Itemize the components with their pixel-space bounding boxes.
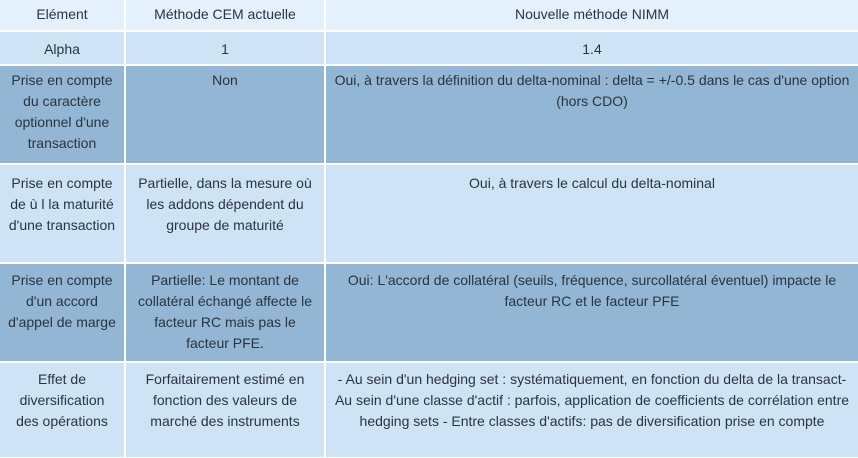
cem-value: 1	[125, 31, 325, 65]
nimm-value: Oui: L'accord de collatéral (seuils, fréquence, surcollatéral éventuel) impacte le facteur RC et le facteur PFE	[325, 263, 858, 362]
row-label: Alpha	[0, 31, 125, 65]
cem-value: Forfaitairement estimé en fonction des valeurs de marché des instruments	[125, 362, 325, 457]
nimm-value: - Au sein d'un hedging set : systématiquement, en fonction du delta de la transact- Au sein d'une classe d'actif : parfois, application de coefficients de corrélation entre hedging sets - Entre classes d'actifs: pas de diversification prise en compte	[325, 362, 858, 457]
row-label: Effet de diversification des opérations	[0, 362, 125, 457]
table-row	[0, 65, 858, 164]
table-row	[0, 31, 858, 65]
table-row	[0, 362, 858, 457]
row-label: Prise en compte d'un accord d'appel de marge	[0, 263, 125, 362]
header-cem-method: Méthode CEM actuelle	[125, 0, 325, 31]
nimm-value: Oui, à travers la définition du delta-nominal : delta = +/-0.5 dans le cas d'une option (hors CDO)	[325, 65, 858, 164]
table-row	[0, 164, 858, 263]
row-label: Prise en compte du caractère optionnel d'une transaction	[0, 65, 125, 164]
header-element: Elément	[0, 0, 125, 31]
header-row	[0, 0, 858, 31]
cem-value: Partielle, dans la mesure où les addons dépendent du groupe de maturité	[125, 164, 325, 263]
nimm-value: 1.4	[325, 31, 858, 65]
table-row	[0, 263, 858, 362]
cem-value: Non	[125, 65, 325, 164]
nimm-value: Oui, à travers le calcul du delta-nominal	[325, 164, 858, 263]
cem-value: Partielle: Le montant de collatéral échangé affecte le facteur RC mais pas le facteur PFE.	[125, 263, 325, 362]
row-label: Prise en compte de ù l la maturité d'une transaction	[0, 164, 125, 263]
header-nimm-method: Nouvelle méthode NIMM	[325, 0, 858, 31]
